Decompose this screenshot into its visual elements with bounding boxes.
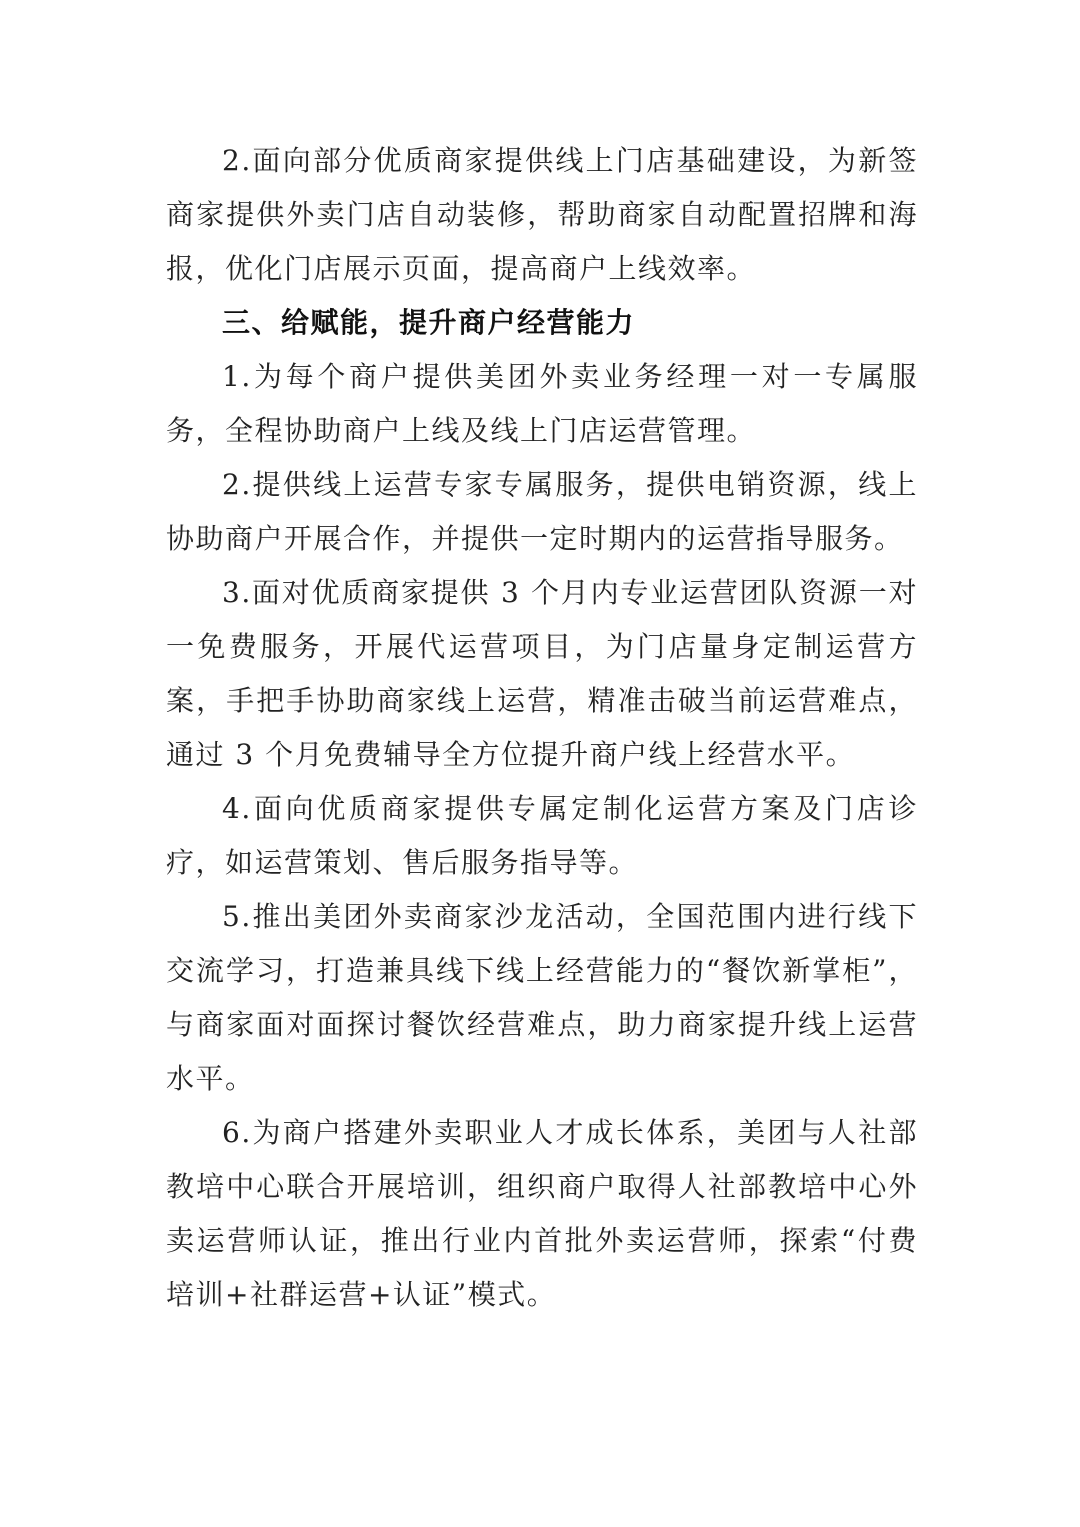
section-heading-empowerment: 三、给赋能，提升商户经营能力 (222, 306, 636, 339)
paragraph-business-manager: 1.为每个商户提供美团外卖业务经理一对一专属服务，全程协助商户上线及线上门店运营管理。 (166, 360, 918, 447)
paragraph-online-store-setup: 2.面向部分优质商家提供线上门店基础建设，为新签商家提供外卖门店自动装修，帮助商家自动配置招牌和海报，优化门店展示页面，提高商户上线效率。 (166, 144, 918, 285)
paragraph-custom-operation-plan: 4.面向优质商家提供专属定制化运营方案及门店诊疗，如运营策划、售后服务指导等。 (166, 792, 918, 879)
paragraph-free-operations-team: 3.面对优质商家提供 3 个月内专业运营团队资源一对一免费服务，开展代运营项目，为门店量身定制运营方案，手把手协助商家线上运营，精准击破当前运营难点，通过 3 个月免费辅导全方位提升商户线上经营水平。 (166, 576, 918, 771)
paragraph-merchant-salon: 5.推出美团外卖商家沙龙活动，全国范围内进行线下交流学习，打造兼具线下线上经营能力的“餐饮新掌柜”，与商家面对面探讨餐饮经营难点，助力商家提升线上运营水平。 (166, 900, 918, 1095)
paragraph-operations-expert: 2.提供线上运营专家专属服务，提供电销资源，线上协助商户开展合作，并提供一定时期内的运营指导服务。 (166, 468, 918, 555)
paragraph-talent-growth-system: 6.为商户搭建外卖职业人才成长体系，美团与人社部教培中心联合开展培训，组织商户取得人社部教培中心外卖运营师认证，推出行业内首批外卖运营师，探索“付费培训+社群运营+认证”模式。 (166, 1116, 918, 1311)
document-body (166, 134, 918, 1322)
